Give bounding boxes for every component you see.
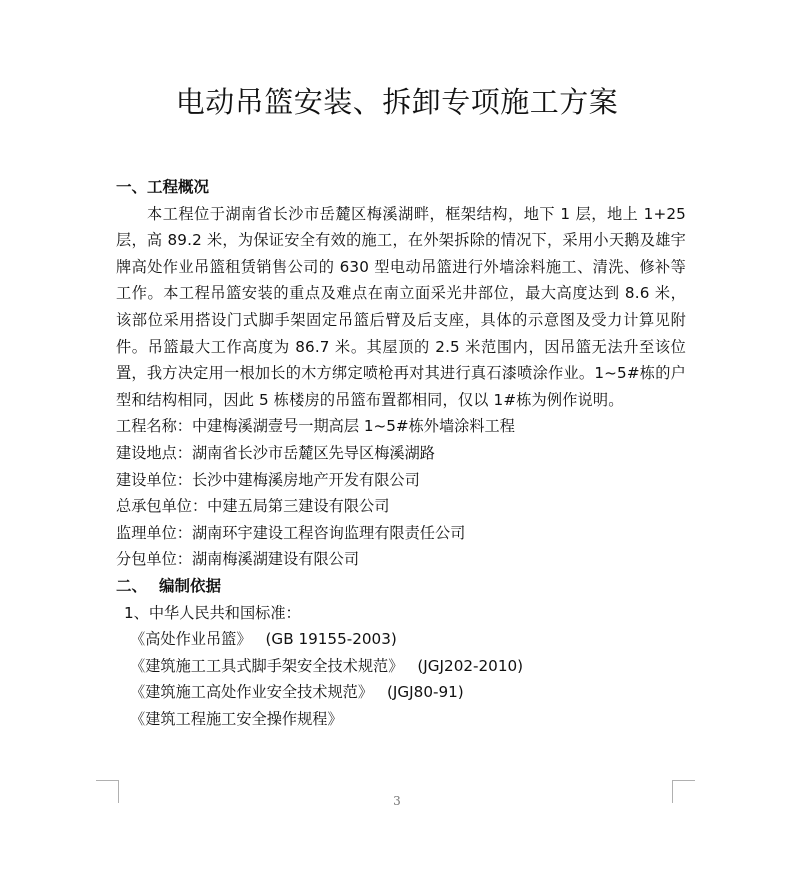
overview-paragraph: 本工程位于湖南省长沙市岳麓区梅溪湖畔，框架结构，地下 1 层，地上 1+25 层，高 89.2 米，为保证安全有效的施工，在外架拆除的情况下，采用小天鹅及雄宇牌高处作业吊篮租赁销售公司的 630 型电动吊篮进行外墙涂料施工、清洗、修补等工作。本工程吊篮安装的重点及难点在南立面采光井部位，最大高度达到 8.6 米，该部位采用搭设门式脚手架固定吊篮后臂及后支座，具体的示意图及受力计算见附件。吊篮最大工作高度为 86.7 米。其屋顶的 2.5 米范围内，因吊篮无法升至该位置，我方决定用一根加长的木方绑定喷枪再对其进行真石漆喷涂作业。1~5#栋的户型和结构相同，因此 5 栋楼房的吊篮布置都相同，仅以 1#栋为例作说明。 bbox=[116, 204, 686, 409]
project-info-line: 分包单位：湖南梅溪湖建设有限公司 bbox=[116, 550, 359, 569]
standard-name: 《建筑施工工具式脚手架安全技术规范》 bbox=[130, 656, 404, 675]
project-info-line: 工程名称：中建梅溪湖壹号一期高层 1~5#栋外墙涂料工程 bbox=[116, 417, 515, 436]
standard-item bbox=[116, 626, 686, 653]
project-info-line: 建设地点：湖南省长沙市岳麓区先导区梅溪湖路 bbox=[116, 443, 435, 462]
standard-name: 《建筑工程施工安全操作规程》 bbox=[130, 709, 343, 728]
standard-code: (JGJ202-2010) bbox=[417, 656, 524, 675]
standard-item bbox=[116, 706, 686, 733]
standard-name: 《建筑施工高处作业安全技术规范》 bbox=[130, 683, 373, 702]
section-number: 一、 bbox=[116, 178, 148, 196]
section-number: 二、 bbox=[116, 576, 148, 595]
standard-name: 《高处作业吊篮》 bbox=[130, 630, 252, 649]
project-info-line: 总承包单位：中建五局第三建设有限公司 bbox=[116, 497, 390, 516]
document-body bbox=[116, 174, 686, 732]
section-heading-overview bbox=[116, 174, 686, 201]
section-title: 工程概况 bbox=[147, 178, 210, 196]
standards-subheading: 1、中华人民共和国标准： bbox=[124, 603, 301, 622]
standard-item bbox=[116, 653, 686, 680]
project-info-line: 监理单位：湖南环宇建设工程咨询监理有限责任公司 bbox=[116, 523, 466, 542]
standard-item bbox=[116, 679, 686, 706]
section-title: 编制依据 bbox=[159, 576, 222, 595]
standard-code: (JGJ80-91) bbox=[387, 683, 464, 702]
standards-list bbox=[116, 626, 686, 732]
section-heading-basis bbox=[116, 573, 686, 600]
project-info-list bbox=[116, 413, 686, 573]
page-number: 3 bbox=[393, 794, 401, 808]
project-info-line: 建设单位：长沙中建梅溪房地产开发有限公司 bbox=[116, 470, 420, 489]
standard-code: (GB 19155-2003) bbox=[265, 630, 397, 649]
document-title: 电动吊篮安装、拆卸专项施工方案 bbox=[175, 85, 619, 119]
